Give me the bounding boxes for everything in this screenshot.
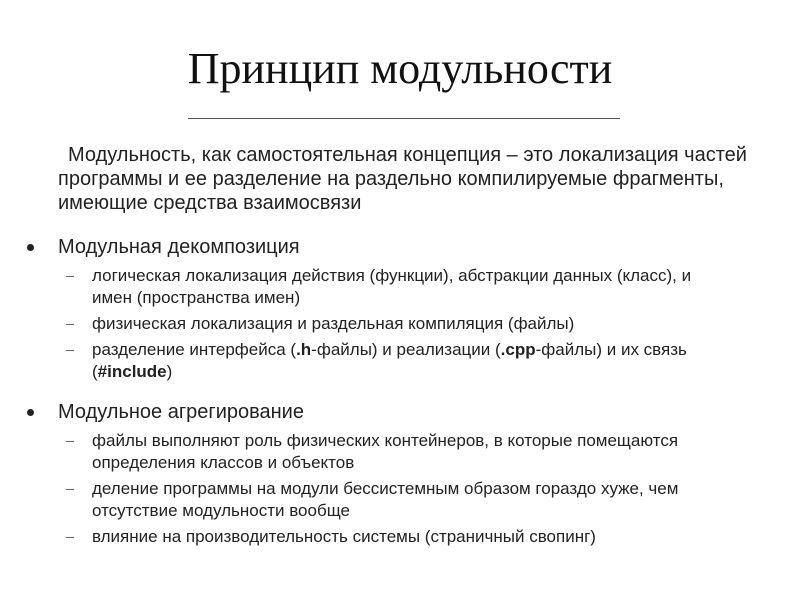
section-heading [0, 235, 800, 261]
bullet-dot-icon [27, 244, 34, 251]
list-item [0, 430, 732, 474]
list-item-text: логическая локализация действия (функции), абстракции данных (класс), и имен (пространства имен) [92, 266, 692, 307]
list-item [0, 313, 732, 335]
title-underline [188, 118, 620, 119]
list-item [0, 339, 732, 383]
section-modular-decomposition [0, 235, 800, 383]
list-item-text: файлы выполняют роль физических контейнеров, в которые помещаются определения классов и объектов [92, 431, 679, 472]
list-item [0, 478, 732, 522]
section-heading [0, 400, 800, 426]
list-item [0, 265, 732, 309]
dash-icon [66, 276, 74, 277]
bullet-dot-icon [27, 409, 34, 416]
include-directive: #include [97, 362, 167, 381]
dash-icon [66, 350, 74, 351]
list-item-text: физическая локализация и раздельная компиляция (файлы) [92, 314, 575, 333]
dash-icon [66, 441, 74, 442]
intro-text: Модульность, как самостоятельная концепция – это локализация частей программы и ее разделение на раздельно компилируемые фрагменты, имеющие средства взаимосвязи [58, 144, 747, 214]
slide-title: Принцип модульности [187, 44, 613, 93]
text-part: -файлы) и реализации ( [311, 340, 501, 359]
cpp-file-extension: .cpp [500, 340, 536, 359]
dash-icon [66, 537, 74, 538]
text-part: разделение интерфейса ( [92, 340, 297, 359]
list-item-text: влияние на производительность системы (страничный свопинг) [92, 527, 596, 546]
h-file-extension: .h [296, 340, 312, 359]
list-item-text [92, 339, 732, 383]
intro-paragraph [58, 143, 778, 215]
dash-icon [66, 489, 74, 490]
text-part: -файлы) и их связь ( [92, 340, 687, 381]
dash-icon [66, 324, 74, 325]
section-label: Модульное агрегирование [58, 401, 304, 423]
section-modular-aggregation [0, 400, 800, 548]
list-item [0, 526, 732, 548]
text-part: ) [166, 362, 173, 381]
list-item-text: деление программы на модули бессистемным образом гораздо хуже, чем отсутствие модульности вообще [92, 479, 679, 520]
section-label: Модульная декомпозиция [58, 236, 300, 258]
